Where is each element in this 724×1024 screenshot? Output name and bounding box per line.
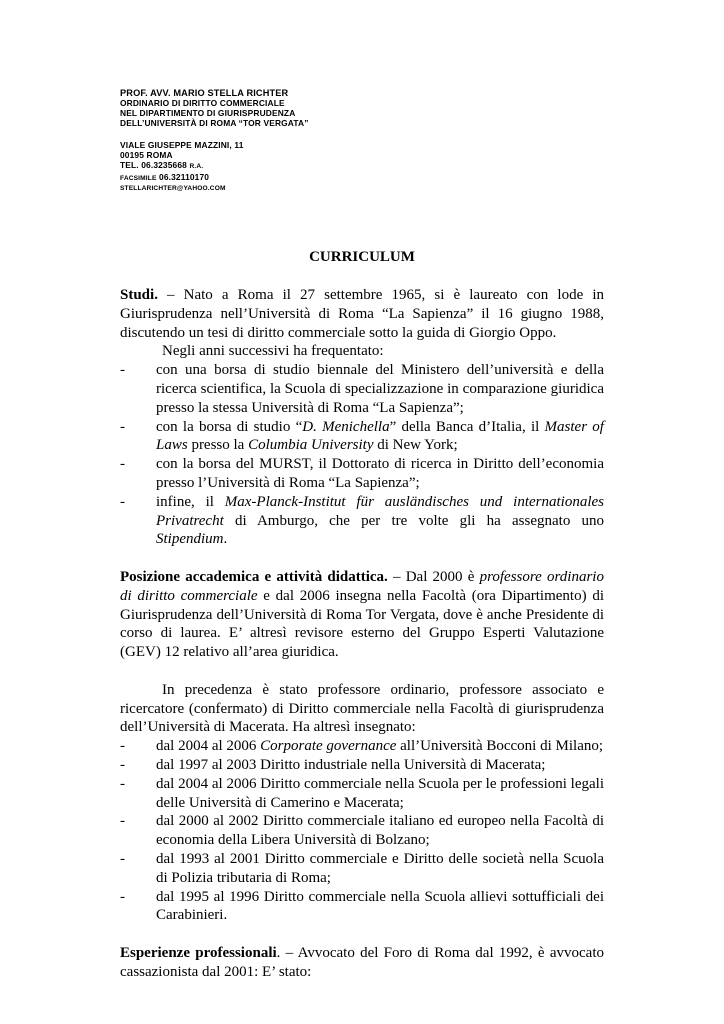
list-item-italic: Columbia University: [248, 437, 374, 454]
list-item-text: dal 1993 al 2001 Diritto commerciale e Diritto delle società nella Scuola di Polizia tributaria di Roma;: [156, 850, 604, 886]
list-item-text: presso la: [187, 437, 249, 454]
studi-text: – Nato a Roma il 27 settembre 1965, si è laureato con lode in Giurisprudenza nell’Università di Roma “La Sapienza” il 16 giugno 1988, discutendo un tesi di diritto commerciale sotto la guida di Giorgio Oppo.: [120, 287, 604, 341]
list-dash: -: [120, 813, 125, 830]
list-item-text: ” della Banca d’Italia, il: [389, 418, 545, 435]
list-item: [120, 493, 604, 549]
list-item-text: con una borsa di studio biennale del Ministero dell’università e della ricerca scientifica, la Scuola di specializzazione in comparazione giuridica presso la stessa Università di Roma “La Sapienza”;: [156, 362, 604, 416]
list-dash: -: [120, 456, 125, 473]
list-dash: -: [120, 756, 125, 773]
studi-heading: Studi.: [120, 287, 158, 303]
list-item: [120, 418, 604, 456]
list-dash: -: [120, 850, 125, 867]
posizione-paragraph: [120, 568, 604, 662]
address-city: 00195 ROMA: [120, 150, 173, 160]
letterhead: [120, 88, 309, 194]
list-item-text: .: [223, 531, 228, 548]
list-item-text: con la borsa del MURST, il Dottorato di ricerca in Diritto dell’economia presso l’Università di Roma “La Sapienza”;: [156, 456, 604, 491]
list-item-text: dal 2004 al 2006: [156, 738, 261, 755]
list-item: [120, 455, 604, 493]
fax-number: 06.32110170: [159, 172, 210, 182]
author-role-line-1: ORDINARIO DI DIRITTO COMMERCIALE: [120, 98, 285, 108]
list-item: [120, 888, 604, 926]
letterhead-spacer: [120, 128, 309, 140]
author-role-line-3: DELL’UNIVERSITÀ DI ROMA “TOR VERGATA”: [120, 118, 309, 128]
list-item-italic: Corporate governance: [260, 738, 397, 755]
list-item-text: dal 2004 al 2006 Diritto commerciale nella Scuola per le professioni legali delle Università di Camerino e Macerata;: [156, 775, 604, 811]
list-item: [120, 737, 604, 756]
list-dash: -: [120, 362, 125, 379]
list-item-text: infine, il: [156, 493, 225, 510]
section-spacer: [120, 925, 604, 944]
esperienze-heading: Esperienze professionali: [120, 944, 277, 961]
author-name: PROF. AVV. MARIO STELLA RICHTER: [120, 88, 289, 98]
document-body: [120, 286, 604, 981]
section-spacer: [120, 662, 604, 681]
precedenza-paragraph: In precedenza è stato professore ordinario, professore associato e ricercatore (confermato) di Diritto commerciale nella Facoltà di giurisprudenza dell’Università di Macerata. Ha altresì insegnato:: [120, 681, 604, 736]
list-item: [120, 756, 604, 775]
studi-list: [120, 361, 604, 549]
list-dash: -: [120, 418, 125, 435]
fax-label: FACSIMILE: [120, 175, 157, 182]
telephone: [120, 160, 309, 172]
email: STELLARICHTER@YAHOO.COM: [120, 185, 226, 192]
address-street: VIALE GIUSEPPE MAZZINI, 11: [120, 140, 244, 150]
list-item-text: all’Università Bocconi di Milano;: [396, 738, 604, 755]
insegnamenti-list: [120, 737, 604, 925]
list-item-italic: Master of Laws: [156, 418, 604, 454]
posizione-heading: Posizione accademica e attività didattica.: [120, 568, 388, 585]
studi-intro: Negli anni successivi ha frequentato:: [162, 343, 384, 360]
list-item-text: di Amburgo, che per tre volte gli ha assegnato uno: [223, 512, 604, 529]
list-item-text: dal 2000 al 2002 Diritto commerciale italiano ed europeo nella Facoltà di economia della Libera Università di Bolzano;: [156, 813, 604, 849]
list-item: [120, 812, 604, 850]
list-dash: -: [120, 888, 125, 905]
list-item-text: di New York;: [373, 437, 458, 454]
list-item-text: dal 1995 al 1996 Diritto commerciale nella Scuola allievi sottufficiali dei Carabinieri.: [156, 888, 604, 924]
esperienze-text: . – Avvocato del Foro di Roma dal 1992, è avvocato cassazionista dal 2001: E’ stato:: [120, 944, 604, 980]
list-dash: -: [120, 738, 125, 755]
list-dash: -: [120, 775, 125, 792]
list-item-italic: Max-Planck-Institut für ausländisches und internationales Privatrecht: [156, 493, 604, 529]
telephone-suffix: R.A.: [189, 163, 204, 170]
telephone-number: TEL. 06.3235668: [120, 160, 187, 170]
list-item: [120, 775, 604, 813]
esperienze-paragraph: [120, 944, 604, 982]
list-item-italic: Stipendium: [156, 531, 224, 548]
posizione-text: – Dal 2000 è: [387, 568, 480, 585]
list-item-italic: D. Menichella: [302, 418, 390, 435]
fax: [120, 172, 309, 184]
section-spacer: [120, 549, 604, 568]
studi-paragraph: [120, 286, 604, 342]
document-title: CURRICULUM: [309, 249, 415, 265]
list-item-text: con la borsa di studio “: [156, 418, 303, 435]
posizione-text: e dal 2006 insegna nella Facoltà (ora Dipartimento) di Giurisprudenza dell’Università di Roma Tor Vergata, dove è anche Presidente di corso di laurea. E’ altresì revisore esterno del Gruppo Esperti Valutazione (GEV) 12 relativo all’area giuridica.: [120, 587, 604, 661]
posizione-italic: professore ordinario di diritto commerciale: [120, 568, 604, 604]
list-item: [120, 361, 604, 417]
list-item-text: dal 1997 al 2003 Diritto industriale nella Università di Macerata;: [156, 756, 546, 773]
author-role-line-2: NEL DIPARTIMENTO DI GIURISPRUDENZA: [120, 108, 296, 118]
list-dash: -: [120, 493, 125, 510]
list-item: [120, 850, 604, 888]
